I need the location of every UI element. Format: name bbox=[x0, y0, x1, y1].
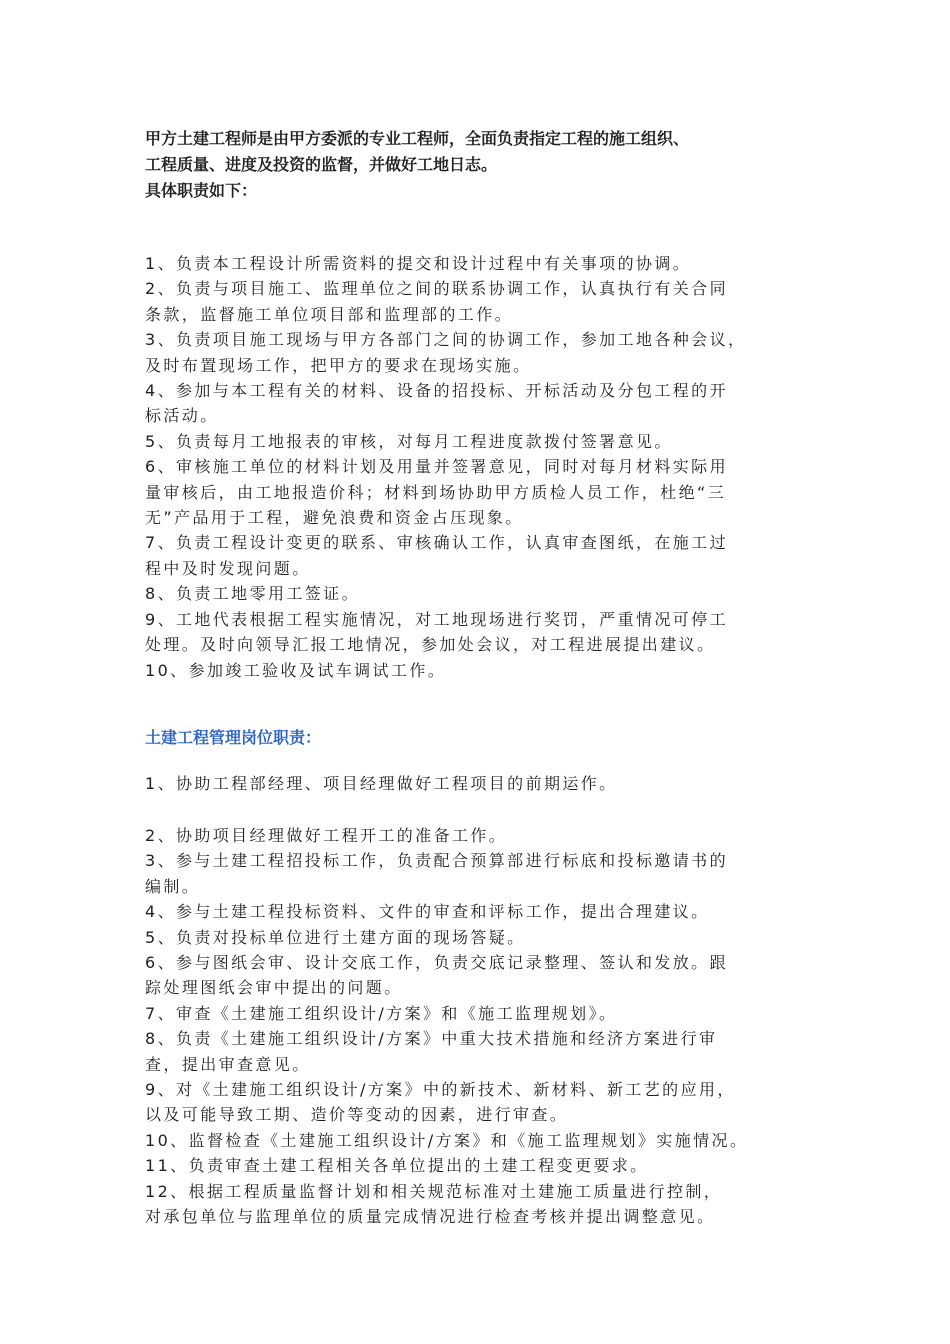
duties-list-b-first bbox=[145, 771, 835, 796]
duty-line: 处理。及时向领导汇报工地情况，参加处会议，对工程进展提出建议。 bbox=[145, 635, 716, 655]
duty-line: 对承包单位与监理单位的质量完成情况进行检查考核并提出调整意见。 bbox=[145, 1207, 716, 1227]
duty-line: 11、负责审查土建工程相关各单位提出的土建工程变更要求。 bbox=[145, 1156, 649, 1176]
duty-line: 程中及时发现问题。 bbox=[145, 558, 311, 578]
duty-line: 2、协助项目经理做好工程开工的准备工作。 bbox=[145, 826, 508, 845]
duty-line: 6、参与图纸会审、设计交底工作，负责交底记录整理、签认和发放。跟 bbox=[145, 953, 728, 973]
duty-line: 量审核后，由工地报造价科；材料到场协助甲方质检人员工作，杜绝“三 bbox=[145, 482, 727, 502]
duty-line: 1、负责本工程设计所需资料的提交和设计过程中有关事项的协调。 bbox=[145, 254, 692, 273]
duty-line: 4、参加与本工程有关的材料、设备的招投标、开标活动及分包工程的开 bbox=[145, 381, 728, 401]
duty-line: 3、参与土建工程招投标工作，负责配合预算部进行标底和投标邀请书的 bbox=[145, 851, 728, 871]
duty-line: 无”产品用于工程，避免浪费和资金占压现象。 bbox=[145, 508, 524, 528]
duties-list-b bbox=[145, 823, 835, 1230]
duty-line: 6、审核施工单位的材料计划及用量并签署意见，同时对每月材料实际用 bbox=[145, 457, 728, 477]
duty-line: 7、审查《土建施工组织设计/方案》和《施工监理规划》。 bbox=[145, 1003, 618, 1023]
duty-line: 5、负责每月工地报表的审核，对每月工程进度款拨付签署意见。 bbox=[145, 431, 673, 451]
duty-line: 1、协助工程部经理、项目经理做好工程项目的前期运作。 bbox=[145, 774, 618, 793]
section-heading: 土建工程管理岗位职责： bbox=[145, 728, 322, 747]
duty-line: 及时布置现场工作，把甲方的要求在现场实施。 bbox=[145, 355, 532, 375]
intro-line: 具体职责如下： bbox=[145, 181, 258, 200]
duty-line: 2、负责与项目施工、监理单位之间的联系协调工作，认真执行有关合同 bbox=[145, 279, 728, 299]
intro-line: 工程质量、进度及投资的监督，并做好工地日志。 bbox=[145, 155, 498, 174]
duty-line: 5、负责对投标单位进行土建方面的现场答疑。 bbox=[145, 927, 526, 947]
duty-line: 3、负责项目施工现场与甲方各部门之间的协调工作，参加工地各种会议， bbox=[145, 330, 747, 350]
duty-line: 8、负责工地零用工签证。 bbox=[145, 584, 360, 604]
duty-line: 8、负责《土建施工组织设计/方案》中重大技术措施和经济方案进行审 bbox=[145, 1029, 718, 1049]
duty-line: 7、负责工程设计变更的联系、审核确认工作，认真审查图纸，在施工过 bbox=[145, 533, 728, 553]
intro-paragraph bbox=[145, 126, 845, 204]
duty-line: 10、监督检查《土建施工组织设计/方案》和《施工监理规划》实施情况。 bbox=[145, 1130, 749, 1150]
duty-line: 查，提出审查意见。 bbox=[145, 1054, 311, 1074]
duty-line: 编制。 bbox=[145, 876, 201, 896]
duty-line: 踪处理图纸会审中提出的问题。 bbox=[145, 978, 403, 998]
intro-line: 甲方土建工程师是由甲方委派的专业工程师，全面负责指定工程的施工组织、 bbox=[145, 129, 690, 148]
duty-line: 10、参加竣工验收及试车调试工作。 bbox=[145, 660, 447, 680]
duty-line: 9、对《土建施工组织设计/方案》中的新技术、新材料、新工艺的应用， bbox=[145, 1080, 736, 1100]
duty-line: 9、工地代表根据工程实施情况，对工地现场进行奖罚，严重情况可停工 bbox=[145, 609, 728, 629]
duty-line: 4、参与土建工程投标资料、文件的审查和评标工作，提出合理建议。 bbox=[145, 902, 710, 922]
duties-list-a bbox=[145, 251, 835, 683]
duty-line: 条款，监督施工单位项目部和监理部的工作。 bbox=[145, 304, 514, 324]
duty-line: 12、根据工程质量监督计划和相关规范标准对土建施工质量进行控制， bbox=[145, 1181, 723, 1201]
duty-line: 以及可能导致工期、造价等变动的因素，进行审查。 bbox=[145, 1105, 569, 1125]
duty-line: 标活动。 bbox=[145, 406, 219, 426]
